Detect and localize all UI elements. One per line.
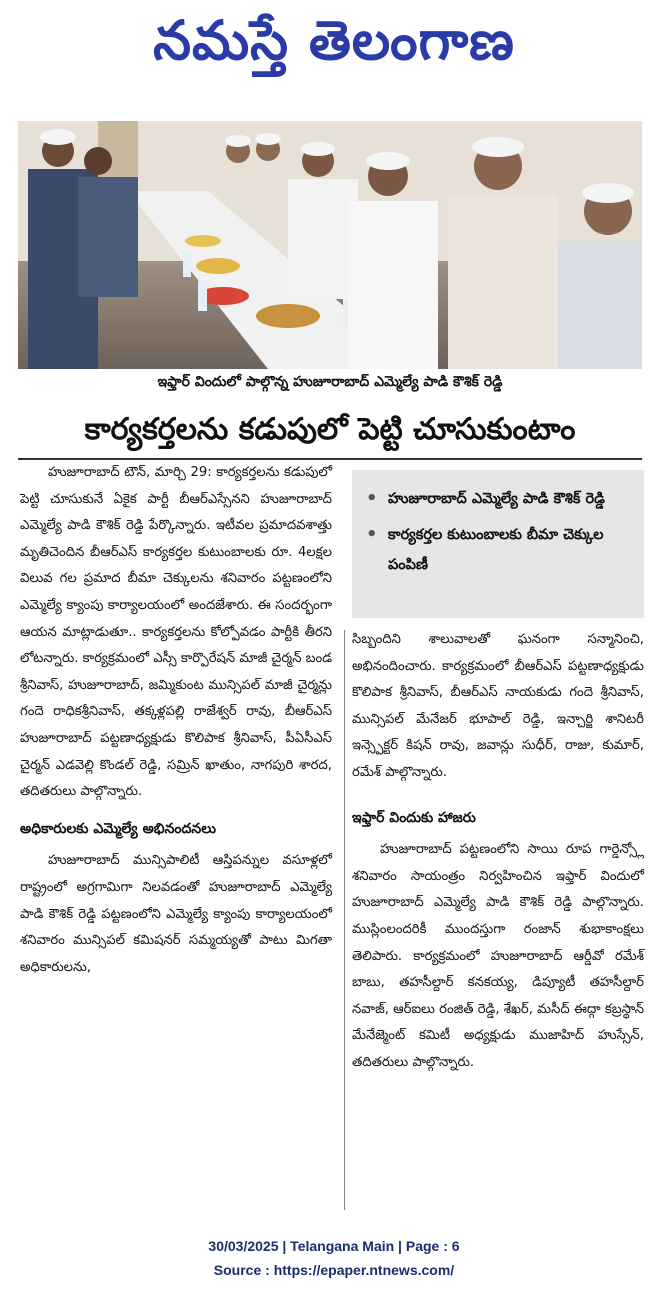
article-headline: కార్యకర్తలను కడుపులో పెట్టి చూసుకుంటాం [84,412,576,447]
article-paragraph: సిబ్బందిని శాలువాలతో ఘనంగా సన్మానించి, అభినందించారు. కార్యక్రమంలో బీఆర్ఎస్ పట్టణాధ్యక్షుడు కొలిపాక శ్రీనివాస్, బీఆర్ఎస్ నాయకుడు గందె శ్రీనివాస్, మున్సిపల్ మేనేజర్ భూపాల్ రెడ్డి, ఇన్చార్జి శానిటరీ ఇన్స్పెక్టర్ కిషన్ రావు, జవాన్లు సుధీర్, రాజు, కుమార్, రమేశ్ పాల్గొన్నారు. [352,632,644,780]
column-divider [344,630,345,1210]
article-paragraph: హుజూరాబాద్ పట్టణంలోని సాయి రూప గార్డెన్స్లో శనివారం సాయంత్రం నిర్వహించిన ఇఫ్తార్ విందులో హుజూరాబాద్ ఎమ్మెల్యే పాడి కౌశిక్ రెడ్డి పాల్గొన్నారు. ముస్లింలందరికీ ముందస్తుగా రంజాన్ శుభాకాంక్షలు తెలిపారు. కార్యక్రమంలో హుజూరాబాద్ ఆర్డీవో రమేశ్ బాబు, తహసీల్దార్ కనకయ్య, డిప్యూటీ తహసీల్దార్ నవాజ్, ఆర్ఐలు రంజిత్ రెడ్డి, శేఖర్, మసీద్ ఈద్గా కబ్రస్థాన్ మేనేజ్మెంట్ కమిటీ అధ్యక్షుడు ముజాహిద్ హుస్సేన్, తదితరులు పాల్గొన్నారు. [352,842,644,1070]
highlights-box [352,470,644,618]
article-subhead: అధికారులకు ఎమ్మెల్యే అభినందనలు [20,820,216,837]
highlight-item: • కార్యకర్తల కుటుంబాలకు బీమా చెక్కుల పంపిణీ [388,520,634,580]
article-paragraph: హుజూరాబాద్ మున్సిపాలిటీ ఆస్తిపన్నుల వసూళ్లలో రాష్ట్రంలో అగ్రగామిగా నిలవడంతో హుజూరాబాద్ ఎమ్మెల్యే పాడి కౌశిక్ రెడ్డి పట్టణంలోని ఎమ్మెల్యే క్యాంపు కార్యాలయంలో శనివారం మున్సిపల్ కమిషనర్ సమ్మయ్యతో పాటు మిగతా అధికారులను, [20,853,332,975]
photo-illustration [18,121,642,369]
footer-edition-info: 30/03/2025 | Telangana Main | Page : 6 [208,1238,460,1254]
article-left-column [20,460,332,981]
masthead-title: నమస్తే తెలంగాణ [153,8,515,72]
article-paragraph: హుజూరాబాద్ టౌన్, మార్చి 29: కార్యకర్తలను కడుపులో పెట్టి చూసుకునే ఏకైక పార్టీ బీఆర్ఎస్సేనని హుజూరాబాద్ ఎమ్మెల్యే పాడి కౌశిక్ రెడ్డి పేర్కొన్నారు. ఇటీవల ప్రమాదవశాత్తు మృతిచెందిన బీఆర్ఎస్ కార్యకర్తల కుటుంబాలకు రూ. 4లక్షల విలువ గల ప్రమాద బీమా చెక్కులను శనివారం పట్టణంలోని ఎమ్మెల్యే క్యాంపు కార్యాలయంలో అందజేశారు. ఈ సందర్భంగా ఆయన మాట్లాడుతూ.. కార్యకర్తలను కోల్పోవడం పార్టీకి తీరని లోటన్నారు. కార్యక్రమంలో ఎస్సీ కార్పొరేషన్ మాజీ చైర్మన్ బండ శ్రీనివాస్, హుజూరాబాద్, జమ్మికుంట మున్సిపల్ మాజీ చైర్మన్లు గందె రాధికశ్రీనివాస్, తక్కళ్లపల్లి రాజేశ్వర్ రావు, బీఆర్ఎస్ హుజూరాబాద్ పట్టణాధ్యక్షుడు కొలిపాక శ్రీనివాస్, పీఏసీఎస్ చైర్మన్ ఎడవెల్లి కొండల్ రెడ్డి, సమ్రిన్ ఖాతుం, నాగపురి శారద, తదితరులు పాల్గొన్నారు. [20,465,332,800]
article-right-column [352,627,644,1077]
photo-caption: ఇఫ్తార్ విందులో పాల్గొన్న హుజూరాబాద్ ఎమ్మెల్యే పాడి కౌశిక్ రెడ్డి [157,374,503,390]
news-photo [18,121,642,369]
footer-source-link[interactable]: Source : https://epaper.ntnews.com/ [213,1262,455,1278]
article-subhead: ఇఫ్తార్ విందుకు హాజరు [352,809,476,826]
highlight-item: • హుజూరాబాద్ ఎమ్మెల్యే పాడి కౌశిక్ రెడ్డి [388,484,634,514]
